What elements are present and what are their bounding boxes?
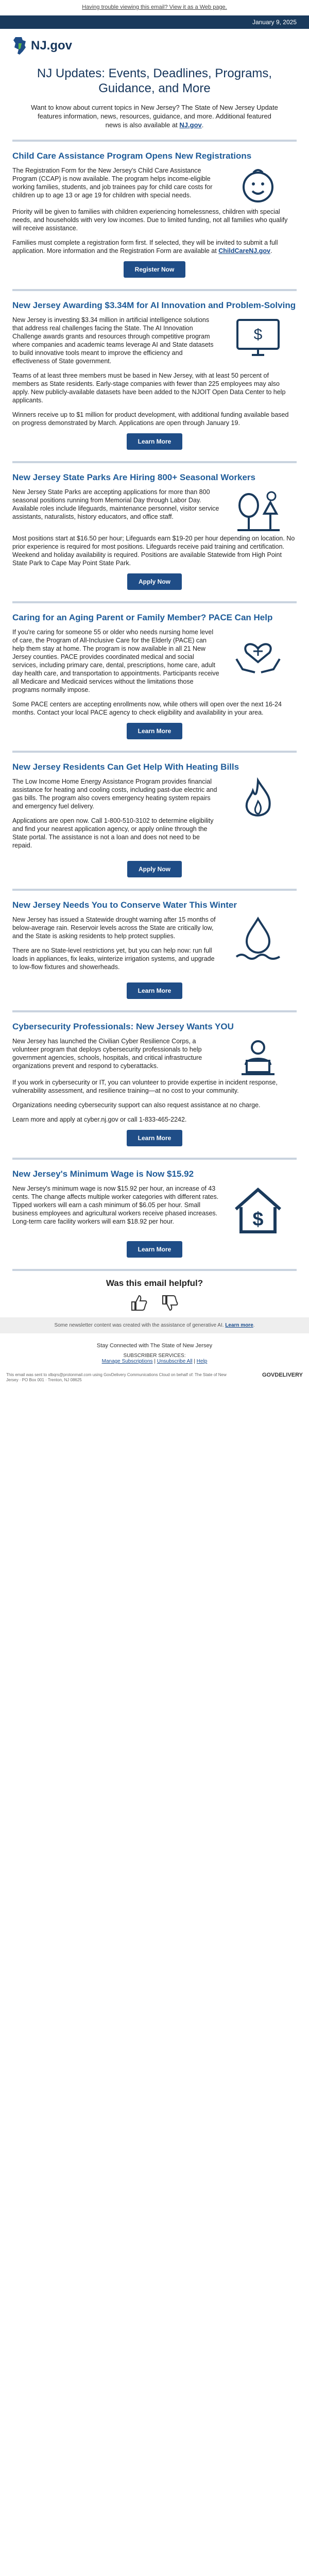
subscriber-services: SUBSCRIBER SERVICES: bbox=[123, 1353, 186, 1359]
learn-more-button[interactable]: Learn More bbox=[127, 1130, 183, 1146]
feedback-block bbox=[0, 1271, 309, 1317]
apply-now-button[interactable]: Apply Now bbox=[127, 861, 182, 877]
section-paragraph: New Jersey has launched the Civilian Cyber Resilience Corps, a volunteer program that deploys cybersecurity professionals to help government agencies, schools, hospitals, and critical infrastructure organizations prevent and respond to cyberattacks. bbox=[12, 1038, 202, 1070]
legal-text: This email was sent to xlbqrs@protonmail.com using GovDelivery Communications Cloud on behalf of: The State of New Jersey · PO Box 001 · Trenton, NJ 08625 bbox=[6, 1372, 227, 1382]
help-link[interactable]: Help bbox=[196, 1359, 208, 1364]
learn-more-button[interactable]: Learn More bbox=[127, 1241, 183, 1258]
section-title: Child Care Assistance Program Opens New Registrations bbox=[12, 151, 252, 161]
learn-more-button[interactable]: Learn More bbox=[127, 982, 183, 999]
section-paragraph: If you work in cybersecurity or IT, you can volunteer to provide expertise in incident response, vulnerability assessment, and resilience training—at no cost to your community. bbox=[12, 1079, 278, 1094]
monitor-dollar-icon bbox=[219, 316, 297, 371]
house-dollar-icon bbox=[219, 1184, 297, 1236]
section-cyber bbox=[0, 1012, 309, 1158]
section-title: New Jersey's Minimum Wage is Now $15.92 bbox=[12, 1169, 194, 1179]
disclaimer-text: Some newsletter content was created with the assistance of generative AI. bbox=[54, 1323, 224, 1328]
section-paragraph: Teams of at least three members must be based in New Jersey, with at least 50 percent of members as State residents. Early-stage companies with fewer than 225 employees may also apply. New publicly-available datasets have been added to the NJOIT Open Data Center to help applicants. bbox=[12, 372, 286, 404]
logo-text: NJ.gov bbox=[31, 39, 73, 53]
water-drop-icon bbox=[219, 916, 297, 977]
intro-body: Want to know about current topics in New Jersey? The State of New Jersey Update features information, news, resources, guidance, and more. Additional featured news is also available at bbox=[31, 104, 278, 129]
flame-icon bbox=[219, 777, 297, 856]
unsubscribe-link[interactable]: Unsubscribe All bbox=[157, 1359, 193, 1364]
section-paragraph: There are no State-level restrictions yet, but you can help now: run full loads in appliances, fix leaks, winterize irrigation systems, and upgrade to low-flow fixtures and showerheads. bbox=[12, 947, 215, 971]
register-now-button[interactable]: Register Now bbox=[124, 261, 186, 278]
smiley-child-icon bbox=[219, 166, 297, 208]
section-childcare bbox=[0, 142, 309, 289]
section-water bbox=[0, 891, 309, 1010]
page-title: NJ Updates: Events, Deadlines, Programs, Guidance, and More bbox=[37, 66, 272, 95]
section-title: Caring for an Aging Parent or Family Member? PACE Can Help bbox=[12, 613, 273, 622]
section-paragraph: Learn more and apply at cyber.nj.gov or call 1-833-465-2242. bbox=[12, 1116, 187, 1123]
section-ai bbox=[0, 291, 309, 461]
section-title: New Jersey State Parks Are Hiring 800+ Seasonal Workers bbox=[12, 472, 255, 482]
legal-bar bbox=[0, 1369, 309, 1393]
section-paragraph: New Jersey is investing $3.34 million in artificial intelligence solutions that address real challenges facing the State. The AI Innovation Challenge awards grants and resources through competitive program where companies and academic teams leverage AI and State datasets to build innovative tools meant to improve the efficiency and effectiveness of State government. bbox=[12, 316, 214, 365]
section-title: New Jersey Awarding $3.34M for AI Innovation and Problem-Solving bbox=[12, 300, 296, 310]
section-title: New Jersey Residents Can Get Help With Heating Bills bbox=[12, 762, 239, 772]
childcare-link[interactable]: ChildCareNJ.gov bbox=[218, 247, 270, 255]
section-heating bbox=[0, 753, 309, 889]
govdelivery-logo: GOVDELIVERY bbox=[262, 1372, 303, 1378]
section-paragraph: Some PACE centers are accepting enrollments now, while others will open over the next 16-24 months. Contact your local PACE agency to check eligibility and availability in your area. bbox=[12, 701, 282, 716]
learn-more-link[interactable]: Learn more bbox=[225, 1323, 253, 1328]
learn-more-button[interactable]: Learn More bbox=[127, 723, 183, 739]
manage-subscriptions-link[interactable]: Manage Subscriptions bbox=[101, 1359, 153, 1364]
stay-connected: Stay Connected with The State of New Jersey bbox=[96, 1343, 213, 1349]
thumbs-down-icon[interactable] bbox=[161, 1294, 179, 1312]
section-paragraph: Applications are open now. Call 1-800-510-3102 to determine eligibility and find your nearest application agency, or apply online through the State portal. The assistance is not a loan and does not need to be repaid. bbox=[12, 817, 214, 849]
web-view-link[interactable]: Having trouble viewing this email? View it as a Web page. bbox=[82, 4, 227, 10]
section-paragraph: New Jersey State Parks are accepting applications for more than 800 seasonal positions running from Memorial Day through Labor Day. Available roles include lifeguards, maintenance personnel, visitor service assistants, naturalists, history educators, and office staff. bbox=[12, 488, 219, 520]
paragraph-text: Families must complete a registration form first. If selected, they will be invited to submit a full application. More information and the Registration Form are available at bbox=[12, 239, 278, 255]
section-pace bbox=[0, 603, 309, 751]
section-paragraph: The Registration Form for the New Jersey's Child Care Assistance Program (CCAP) is now available. The program helps income-eligible working families, students, and job trainees pay for child care costs for children up to age 13 or age 19 for children with special needs. bbox=[12, 167, 213, 199]
section-paragraph: Organizations needing cybersecurity support can also request assistance at no charge. bbox=[12, 1101, 261, 1109]
section-paragraph: New Jersey has issued a Statewide drought warning after 15 months of below-average rain. Reservoir levels across the State are critically low, and the State is asking residents to help protect supplies. bbox=[12, 916, 216, 940]
section-paragraph: Winners receive up to $1 million for product development, with additional funding available based on progress demonstrated by March. Applications are open through January 19. bbox=[12, 411, 289, 427]
ai-disclaimer: Some newsletter content was created with the assistance of generative AI. Learn more. bbox=[0, 1317, 309, 1333]
section-title: New Jersey Needs You to Conserve Water This Winter bbox=[12, 900, 237, 910]
section-wage bbox=[0, 1160, 309, 1269]
section-paragraph: Priority will be given to families with children experiencing homelessness, children with special needs, and households with very low incomes. Due to limited funding, not all families who qualify will receive assistance. bbox=[12, 208, 288, 232]
thumbs-up-icon[interactable] bbox=[130, 1294, 148, 1312]
section-paragraph: Families must complete a registration form first. If selected, they will be invited to submit a full application. More information and the Registration Form are available at ChildCareNJ.gov. bbox=[12, 239, 278, 255]
section-paragraph: If you're caring for someone 55 or older who needs nursing home level of care, the Program of All-Inclusive Care for the Elderly (PACE) can help them stay at home. The program is now available in all 21 New Jersey counties. PACE provides coordinated medical and social services, including primary care, dental, prescriptions, home care, adult day health care, and transportation to appointments. Participants receive all Medicare and Medicaid services without the limitations those programs normally impose. bbox=[12, 629, 219, 693]
footer: Stay Connected with The State of New Jersey SUBSCRIBER SERVICES: Manage Subscriptions | Unsubscribe All | Help bbox=[0, 1333, 309, 1369]
learn-more-button[interactable]: Learn More bbox=[127, 433, 183, 450]
feedback-question: Was this email helpful? bbox=[106, 1278, 203, 1288]
svg-text:$: $ bbox=[253, 326, 263, 343]
njgov-link[interactable]: NJ.gov bbox=[179, 121, 202, 129]
section-title: Cybersecurity Professionals: New Jersey Wants YOU bbox=[12, 1022, 234, 1031]
intro-text: Want to know about current topics in New Jersey? The State of New Jersey Update features information, news, resources, guidance, and more. Additional featured news is also available at NJ.gov. bbox=[31, 104, 278, 129]
date-text: January 9, 2025 bbox=[252, 19, 297, 26]
svg-text:$: $ bbox=[252, 1209, 264, 1230]
logo[interactable] bbox=[0, 29, 309, 61]
park-trees-icon bbox=[219, 488, 297, 534]
nj-state-icon bbox=[12, 36, 27, 56]
web-view-bar bbox=[0, 0, 309, 15]
section-paragraph: New Jersey's minimum wage is now $15.92 per hour, an increase of 43 cents. The change affects multiple worker categories with different rates. Tipped workers will earn a cash minimum of $6.05 per hour. Small business employees and agricultural workers receive phased increases. Long-term care facility workers will earn $18.92 per hour. bbox=[12, 1185, 219, 1225]
section-paragraph: Most positions start at $16.50 per hour; Lifeguards earn $19-20 per hour depending on location. No prior experience is required for most positions. Lifeguards receive paid training and certification. Weekend and holiday availability is required. Positions are available Statewide from High Point State Park to Cape May Point State Park. bbox=[12, 535, 295, 567]
section-parks bbox=[0, 463, 309, 601]
apply-now-button[interactable]: Apply Now bbox=[127, 573, 182, 590]
hacker-laptop-icon bbox=[219, 1037, 297, 1078]
date-bar bbox=[0, 15, 309, 29]
hands-heart-icon bbox=[219, 628, 297, 700]
section-paragraph: The Low Income Home Energy Assistance Program provides financial assistance for heating and cooling costs, including past-due electric and gas bills. The program also covers emergency heating system repairs and emergency fuel delivery. bbox=[12, 778, 217, 810]
